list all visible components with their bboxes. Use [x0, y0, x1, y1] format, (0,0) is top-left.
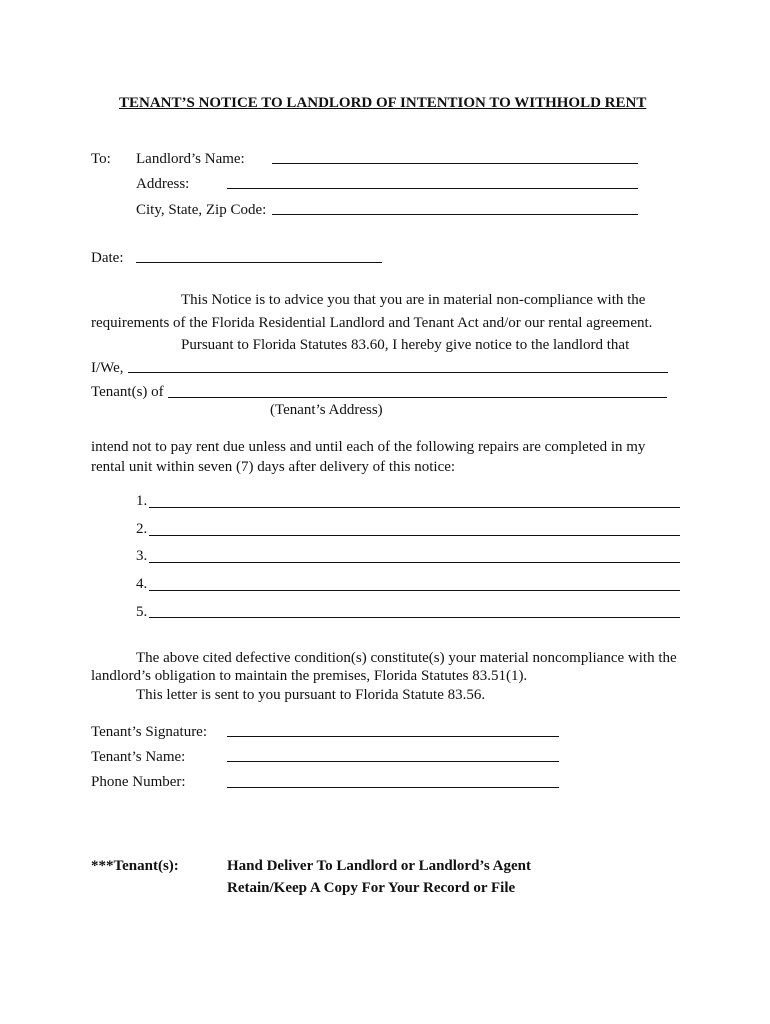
- repair-number-5: 5.: [136, 604, 148, 620]
- tenant-address-caption: (Tenant’s Address): [270, 402, 383, 418]
- paragraph-1-line-1: This Notice is to advice you that you are in material non-compliance with the: [181, 292, 646, 308]
- paragraph-5: This letter is sent to you pursuant to Florida Statute 83.56.: [136, 687, 486, 703]
- to-label: To:: [91, 151, 111, 167]
- date-field[interactable]: [136, 262, 382, 263]
- paragraph-2-line-1: Pursuant to Florida Statutes 83.60, I hereby give notice to the landlord that: [181, 337, 630, 353]
- repair-field-3[interactable]: [149, 562, 680, 563]
- address-field[interactable]: [227, 188, 638, 189]
- repair-number-2: 2.: [136, 521, 148, 537]
- tenant-name-field[interactable]: [227, 761, 559, 762]
- landlord-name-label: Landlord’s Name:: [136, 151, 245, 167]
- repair-field-2[interactable]: [149, 535, 680, 536]
- paragraph-4-line-1: The above cited defective condition(s) constitute(s) your material noncompliance with the: [136, 650, 677, 666]
- signature-label: Tenant’s Signature:: [91, 724, 208, 740]
- phone-field[interactable]: [227, 787, 559, 788]
- footer-instruction-2: Retain/Keep A Copy For Your Record or File: [227, 880, 516, 896]
- city-state-zip-field[interactable]: [272, 214, 638, 215]
- repair-number-1: 1.: [136, 493, 148, 509]
- repair-number-4: 4.: [136, 576, 148, 592]
- address-label: Address:: [136, 176, 190, 192]
- city-state-zip-label: City, State, Zip Code:: [136, 202, 267, 218]
- tenant-address-field[interactable]: [168, 397, 667, 398]
- document-title: TENANT’S NOTICE TO LANDLORD OF INTENTION TO WITHHOLD RENT: [119, 95, 647, 111]
- footer-tenant-label: ***Tenant(s):: [91, 858, 179, 874]
- paragraph-3-line-2: rental unit within seven (7) days after delivery of this notice:: [91, 459, 456, 475]
- paragraph-3-line-1: intend not to pay rent due unless and until each of the following repairs are completed in my: [91, 439, 646, 455]
- repair-number-3: 3.: [136, 548, 148, 564]
- phone-label: Phone Number:: [91, 774, 186, 790]
- tenant-name-label: Tenant’s Name:: [91, 749, 186, 765]
- paragraph-4-line-2: landlord’s obligation to maintain the premises, Florida Statutes 83.51(1).: [91, 668, 528, 684]
- iwe-label: I/We,: [91, 360, 124, 376]
- tenant-names-field[interactable]: [128, 372, 668, 373]
- repair-field-1[interactable]: [149, 507, 680, 508]
- date-label: Date:: [91, 250, 124, 266]
- paragraph-1-line-2: requirements of the Florida Residential Landlord and Tenant Act and/or our rental agreement.: [91, 315, 653, 331]
- footer-instruction-1: Hand Deliver To Landlord or Landlord’s Agent: [227, 858, 531, 874]
- landlord-name-field[interactable]: [272, 163, 638, 164]
- tenants-of-label: Tenant(s) of: [91, 384, 164, 400]
- repair-field-4[interactable]: [149, 590, 680, 591]
- signature-field[interactable]: [227, 736, 559, 737]
- repair-field-5[interactable]: [149, 617, 680, 618]
